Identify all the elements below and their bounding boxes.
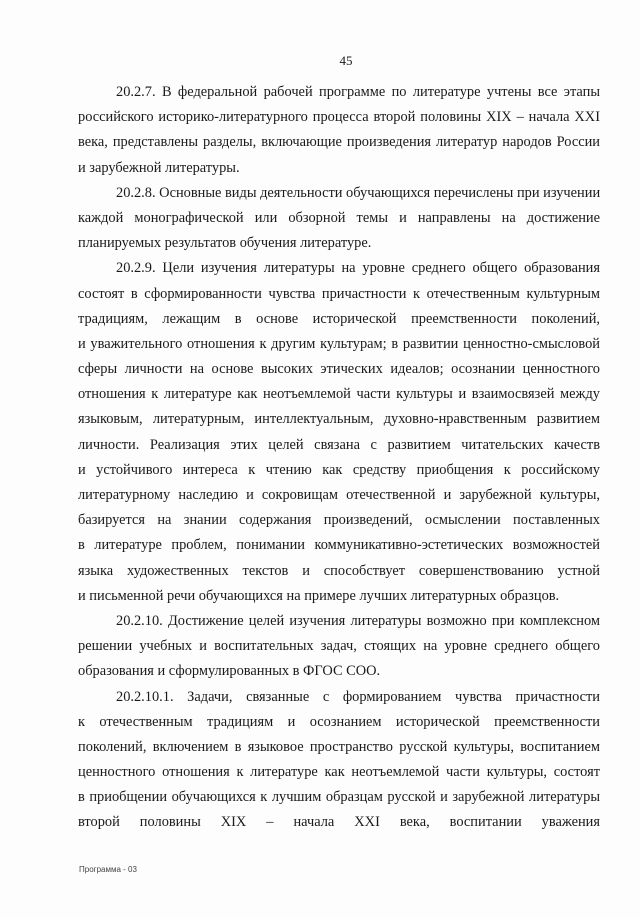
body-text	[78, 80, 600, 836]
text-line: поколений, включением в языковое пространство русской культуры, воспитанием	[78, 738, 600, 755]
text-line: и письменной речи обучающихся на примере лучших литературных образцов.	[78, 587, 560, 604]
text-line: личности. Реализация этих целей связана с развитием читательских качеств	[78, 436, 600, 453]
paragraph	[78, 685, 600, 836]
text-line: 20.2.9. Цели изучения литературы на уровне среднего общего образования	[116, 260, 600, 277]
text-line: традициям, лежащим в основе исторической преемственности поколений,	[78, 310, 600, 327]
text-line: российского историко-литературного процесса второй половины XIX – начала XXI	[78, 109, 600, 126]
text-line: языковым, литературным, интеллектуальным, духовно-нравственным развитием	[78, 411, 600, 428]
text-line: сферы личности на основе высоких этических идеалов; осознании ценностного	[78, 361, 600, 378]
text-line: языка художественных текстов и способствует совершенствованию устной	[78, 562, 600, 579]
text-line: 20.2.10. Достижение целей изучения литературы возможно при комплексном	[116, 612, 600, 629]
text-line: состоят в сформированности чувства причастности к отечественным культурным	[78, 285, 600, 302]
text-line: и уважительного отношения к другим культурам; в развитии ценностно-смысловой	[78, 335, 600, 352]
text-line: века, представлены разделы, включающие произведения литератур народов России	[78, 134, 600, 151]
text-line: и устойчивого интереса к чтению как средству приобщения к российскому	[78, 461, 600, 478]
text-line: каждой монографической или обзорной темы и направлены на достижение	[78, 209, 600, 226]
text-line: второй половины XIX – начала XXI века, воспитании уважения	[78, 814, 600, 831]
paragraph	[78, 80, 600, 181]
paragraph	[78, 181, 600, 257]
text-line: и зарубежной литературы.	[78, 159, 240, 176]
footer-label: Программа - 03	[79, 865, 137, 874]
text-line: 20.2.7. В федеральной рабочей программе по литературе учтены все этапы	[116, 84, 600, 100]
text-line: решении учебных и воспитательных задач, стоящих на уровне среднего общего	[78, 638, 600, 655]
text-line: образования и сформулированных в ФГОС СОО.	[78, 663, 381, 680]
text-line: литературному наследию и сокровищам отечественной и зарубежной культуры,	[78, 487, 600, 503]
text-line: базируется на знании содержания произведений, осмыслении поставленных	[78, 512, 600, 529]
paragraph	[78, 256, 600, 609]
text-line: в приобщении обучающихся к лучшим образцам русской и зарубежной литературы	[78, 789, 600, 806]
page-number: 45	[339, 53, 353, 68]
paragraph	[78, 609, 600, 685]
text-line: ценностного отношения к литературе как неотъемлемой части культуры, состоят	[78, 764, 600, 781]
text-line: планируемых результатов обучения литературе.	[78, 235, 372, 252]
text-line: 20.2.8. Основные виды деятельности обучающихся перечислены при изучении	[116, 184, 601, 201]
text-line: отношения к литературе как неотъемлемой части культуры и взаимосвязей между	[78, 386, 600, 403]
text-line: к отечественным традициям и осознанием исторической преемственности	[78, 713, 600, 730]
text-line: 20.2.10.1. Задачи, связанные с формированием чувства причастности	[116, 688, 600, 705]
text-line: в литературе проблем, понимании коммуникативно-эстетических возможностей	[78, 537, 600, 554]
